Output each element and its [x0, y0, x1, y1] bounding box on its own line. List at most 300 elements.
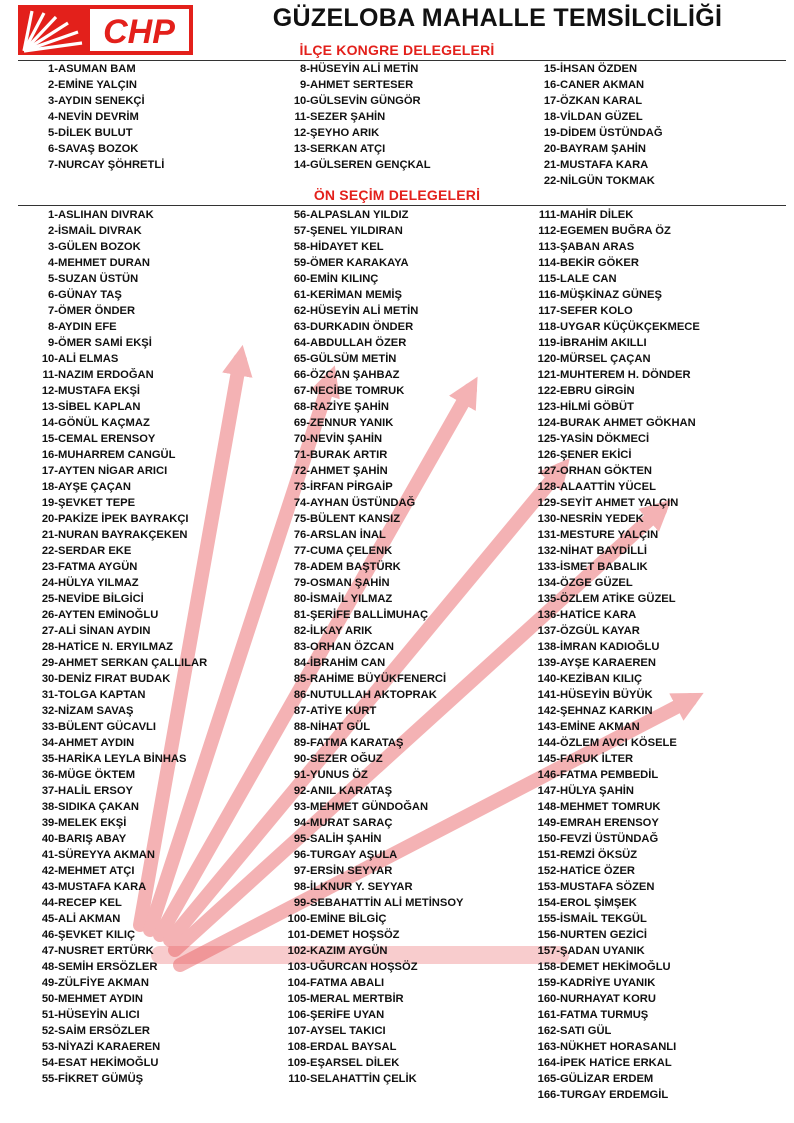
delegate-name: MÜRSEL ÇAÇAN [560, 353, 651, 365]
delegate-item [20, 671, 207, 687]
delegate-item [522, 911, 700, 927]
delegate-name: HATİCE ÖZER [560, 865, 635, 877]
delegate-number: 49- [41, 977, 58, 989]
delegate-name: NİLGÜN TOKMAK [560, 175, 655, 187]
delegate-number: 59- [293, 257, 310, 269]
delegate-name: MUSTAFA EKŞİ [58, 385, 141, 397]
delegate-item [20, 109, 164, 125]
delegate-name: MÜGE ÖKTEM [58, 769, 136, 781]
delegate-name: GÜLSEVİN GÜNGÖR [310, 95, 421, 107]
delegate-name: HÜSEYİN ALICI [58, 1009, 140, 1021]
delegate-number: 16- [41, 449, 58, 461]
delegate-number: 156- [537, 929, 560, 941]
delegate-item [522, 975, 700, 991]
delegate-name: YASİN DÖKMECİ [560, 433, 650, 445]
delegate-item [20, 93, 164, 109]
delegate-name: ŞABAN ARAS [560, 241, 635, 253]
delegate-number: 18- [41, 481, 58, 493]
delegate-item [272, 77, 431, 93]
delegate-item [20, 415, 207, 431]
delegate-number: 67- [293, 385, 310, 397]
delegate-item [20, 239, 207, 255]
delegate-item [20, 863, 207, 879]
delegate-item [272, 671, 464, 687]
delegate-name: SAVAŞ BOZOK [58, 143, 139, 155]
delegate-name: DİLEK BULUT [58, 127, 133, 139]
delegate-number: 132- [537, 545, 560, 557]
delegate-item [20, 895, 207, 911]
delegate-name: MEHMET DURAN [58, 257, 150, 269]
delegate-item [272, 575, 464, 591]
delegate-number: 113- [538, 241, 560, 253]
delegate-item [272, 157, 431, 173]
delegate-number: 44- [41, 897, 58, 909]
delegate-name: İBRAHİM CAN [310, 657, 386, 669]
delegate-item [272, 623, 464, 639]
delegate-name: BURAK ARTIR [310, 449, 388, 461]
delegate-name: HÜLYA YILMAZ [58, 577, 139, 589]
delegate-item [272, 141, 431, 157]
delegate-name: ŞENER EKİCİ [560, 449, 632, 461]
delegate-number: 19- [41, 497, 58, 509]
delegate-number: 146- [537, 769, 560, 781]
delegate-name: MESTURE YALÇIN [560, 529, 659, 541]
delegate-item [272, 383, 464, 399]
delegate-item [272, 125, 431, 141]
delegate-number: 12- [41, 385, 58, 397]
delegate-number: 92- [293, 785, 310, 797]
delegate-name: HÜSEYİN ALİ METİN [310, 63, 419, 75]
delegate-item [522, 255, 700, 271]
delegate-number: 155- [537, 913, 560, 925]
delegate-item [20, 77, 164, 93]
delegate-item [20, 927, 207, 943]
delegate-number: 65- [293, 353, 310, 365]
delegate-name: GÖNÜL KAÇMAZ [58, 417, 150, 429]
delegate-item [522, 639, 700, 655]
page-title: GÜZELOBA MAHALLE TEMSİLCİLİĞİ [272, 4, 723, 32]
delegate-number: 4- [48, 257, 58, 269]
delegate-number: 45- [41, 913, 58, 925]
delegate-number: 127- [537, 465, 560, 477]
delegate-number: 125- [537, 433, 560, 445]
delegate-number: 62- [293, 305, 310, 317]
delegate-item [522, 863, 700, 879]
delegate-item [522, 895, 700, 911]
delegate-item [20, 591, 207, 607]
delegate-name: AYDIN SENEKÇİ [58, 95, 145, 107]
delegate-number: 151- [537, 849, 560, 861]
delegate-name: GÜLİZAR ERDEM [560, 1073, 654, 1085]
delegate-number: 97- [293, 865, 310, 877]
delegate-number: 55- [41, 1073, 58, 1085]
delegate-number: 35- [41, 753, 58, 765]
delegate-number: 48- [41, 961, 58, 973]
delegate-number: 3- [48, 95, 58, 107]
delegate-item [272, 239, 464, 255]
delegate-name: NİHAT BAYDİLLİ [560, 545, 648, 557]
delegate-name: ŞERİFE UYAN [310, 1009, 385, 1021]
onsecim-column-3 [522, 207, 700, 1103]
delegate-number: 71- [293, 449, 310, 461]
delegate-number: 22- [41, 545, 58, 557]
logo-text: CHP [103, 13, 175, 51]
delegate-name: SEYİT AHMET YALÇIN [560, 497, 679, 509]
delegate-number: 160- [537, 993, 560, 1005]
delegate-item [522, 239, 700, 255]
delegate-name: ASUMAN BAM [58, 63, 136, 75]
delegate-name: TURGAY ERDEMGİL [560, 1089, 669, 1101]
delegate-item [20, 655, 207, 671]
delegate-name: BEKİR GÖKER [560, 257, 639, 269]
delegate-name: MUHTEREM H. DÖNDER [560, 369, 691, 381]
delegate-name: İMRAN KADIOĞLU [560, 641, 660, 653]
delegate-item [522, 207, 700, 223]
delegate-item [20, 255, 207, 271]
delegate-item [272, 335, 464, 351]
delegate-number: 19- [543, 127, 560, 139]
delegate-number: 162- [537, 1025, 560, 1037]
delegate-number: 165- [537, 1073, 560, 1085]
delegate-item [20, 141, 164, 157]
delegate-number: 7- [48, 159, 58, 171]
delegate-item [272, 831, 464, 847]
delegate-name: BÜLENT KANSIZ [310, 513, 401, 525]
delegate-number: 9- [300, 79, 310, 91]
delegate-item [522, 399, 700, 415]
delegate-item [522, 287, 700, 303]
delegate-number: 108- [287, 1041, 310, 1053]
delegate-number: 24- [41, 577, 58, 589]
delegate-item [522, 943, 700, 959]
delegate-number: 91- [293, 769, 310, 781]
delegate-number: 10- [293, 95, 310, 107]
delegate-number: 63- [293, 321, 310, 333]
delegate-name: TOLGA KAPTAN [58, 689, 146, 701]
delegate-item [522, 1007, 700, 1023]
delegate-number: 13- [41, 401, 58, 413]
delegate-number: 46- [41, 929, 58, 941]
delegate-name: SALİH ŞAHİN [310, 833, 382, 845]
delegate-name: FATMA TURMUŞ [560, 1009, 649, 1021]
kongre-column-2 [272, 61, 431, 173]
delegate-number: 54- [41, 1057, 58, 1069]
delegate-item [272, 847, 464, 863]
delegate-number: 60- [293, 273, 310, 285]
delegate-item [20, 687, 207, 703]
delegate-item [20, 575, 207, 591]
delegate-item [20, 703, 207, 719]
delegate-number: 14- [41, 417, 58, 429]
delegate-number: 1- [48, 63, 58, 75]
delegate-item [20, 783, 207, 799]
delegate-name: SİBEL KAPLAN [58, 401, 141, 413]
delegate-number: 70- [293, 433, 310, 445]
delegate-name: ÖZCAN ŞAHBAZ [310, 369, 400, 381]
delegate-item [20, 639, 207, 655]
delegate-name: ZÜLFİYE AKMAN [58, 977, 149, 989]
delegate-name: AYTEN EMİNOĞLU [58, 609, 159, 621]
delegate-name: AHMET SERKAN ÇALLILAR [58, 657, 208, 669]
delegate-name: NURTEN GEZİCİ [560, 929, 648, 941]
delegate-name: HÜSEYİN BÜYÜK [560, 689, 653, 701]
delegate-item [272, 367, 464, 383]
delegate-number: 13- [293, 143, 310, 155]
delegate-item [522, 495, 700, 511]
delegate-name: AHMET AYDIN [58, 737, 135, 749]
delegate-name: KERİMAN MEMİŞ [310, 289, 402, 301]
delegate-name: TURGAY AŞULA [310, 849, 398, 861]
delegate-item [272, 207, 464, 223]
delegate-number: 1- [48, 209, 58, 221]
delegate-item [20, 751, 207, 767]
delegate-name: MELEK EKŞİ [58, 817, 127, 829]
delegate-item [20, 959, 207, 975]
delegate-name: NEVİDE BİLGİCİ [58, 593, 144, 605]
delegate-name: NİZAM SAVAŞ [58, 705, 134, 717]
delegate-number: 78- [293, 561, 310, 573]
delegate-item [522, 61, 663, 77]
delegate-item [272, 93, 431, 109]
delegate-name: GÜLSÜM METİN [310, 353, 397, 365]
delegate-name: ZENNUR YANIK [310, 417, 394, 429]
delegate-name: HARİKA LEYLA BİNHAS [58, 753, 187, 765]
delegate-name: SATI GÜL [560, 1025, 612, 1037]
delegate-name: NURHAYAT KORU [560, 993, 656, 1005]
delegate-number: 14- [293, 159, 310, 171]
delegate-item [20, 157, 164, 173]
delegate-name: MEHMET GÜNDOĞAN [310, 801, 429, 813]
delegate-item [272, 415, 464, 431]
delegate-number: 68- [293, 401, 310, 413]
delegate-number: 8- [48, 321, 58, 333]
delegate-item [272, 303, 464, 319]
delegate-number: 105- [287, 993, 310, 1005]
delegate-item [522, 93, 663, 109]
delegate-number: 15- [543, 63, 560, 75]
delegate-number: 121- [537, 369, 560, 381]
delegate-item [20, 511, 207, 527]
delegate-item [522, 431, 700, 447]
delegate-number: 103- [287, 961, 310, 973]
delegate-number: 12- [293, 127, 310, 139]
delegate-number: 53- [41, 1041, 58, 1053]
delegate-name: AYŞE ÇAÇAN [58, 481, 131, 493]
delegate-name: İSMAİL YILMAZ [310, 593, 393, 605]
delegate-number: 111- [538, 209, 560, 221]
delegate-item [20, 383, 207, 399]
delegate-name: NEVİN ŞAHİN [310, 433, 383, 445]
delegate-item [522, 1023, 700, 1039]
delegate-name: SERDAR EKE [58, 545, 132, 557]
delegate-name: İLKAY ARIK [310, 625, 373, 637]
delegate-name: ŞEVKET KILIÇ [58, 929, 136, 941]
delegate-item [20, 543, 207, 559]
delegate-name: EROL ŞİMŞEK [560, 897, 637, 909]
delegate-item [522, 303, 700, 319]
delegate-item [272, 271, 464, 287]
delegate-item [522, 751, 700, 767]
delegate-name: SEMİH ERSÖZLER [58, 961, 158, 973]
delegate-item [272, 351, 464, 367]
delegate-name: MUHARREM CANGÜL [58, 449, 176, 461]
delegate-item [522, 157, 663, 173]
delegate-item [522, 847, 700, 863]
delegate-number: 80- [293, 593, 310, 605]
delegate-number: 32- [41, 705, 58, 717]
delegate-name: ŞEVKET TEPE [58, 497, 136, 509]
delegate-number: 96- [293, 849, 310, 861]
delegate-item [20, 287, 207, 303]
delegate-number: 3- [48, 241, 58, 253]
delegate-name: ÖZGE GÜZEL [560, 577, 633, 589]
delegate-item [522, 655, 700, 671]
delegate-number: 152- [537, 865, 560, 877]
delegate-item [272, 1055, 464, 1071]
delegate-name: ADEM BAŞTÜRK [310, 561, 401, 573]
delegate-item [272, 799, 464, 815]
delegate-number: 23- [41, 561, 58, 573]
delegate-item [522, 927, 700, 943]
delegate-number: 43- [41, 881, 58, 893]
delegate-item [272, 1039, 464, 1055]
delegate-name: SEZER ŞAHİN [310, 111, 386, 123]
delegate-item [272, 511, 464, 527]
delegate-number: 157- [537, 945, 560, 957]
delegate-number: 85- [293, 673, 310, 685]
delegate-number: 29- [41, 657, 58, 669]
delegate-number: 56- [293, 209, 310, 221]
delegate-item [272, 559, 464, 575]
delegate-name: KEZİBAN KILIÇ [560, 673, 643, 685]
delegate-name: AYHAN ÜSTÜNDAĞ [310, 497, 416, 509]
delegate-item [272, 735, 464, 751]
delegate-item [20, 1039, 207, 1055]
kongre-column-3 [522, 61, 663, 189]
delegate-name: EMİNE AKMAN [560, 721, 640, 733]
delegate-name: ERSİN SEYYAR [310, 865, 393, 877]
delegate-number: 114- [538, 257, 560, 269]
delegate-item [20, 399, 207, 415]
delegate-item [272, 319, 464, 335]
delegate-item [522, 735, 700, 751]
delegate-item [20, 335, 207, 351]
delegate-name: NİYAZİ KARAEREN [58, 1041, 161, 1053]
delegate-name: ALİ ELMAS [58, 353, 119, 365]
delegate-item [272, 751, 464, 767]
delegate-number: 95- [293, 833, 310, 845]
delegate-number: 102- [287, 945, 310, 957]
delegate-item [20, 623, 207, 639]
delegate-name: FATMA PEMBEDİL [560, 769, 659, 781]
delegate-name: SEFER KOLO [560, 305, 633, 317]
delegate-item [522, 607, 700, 623]
delegate-item [20, 943, 207, 959]
delegate-name: FARUK İLTER [560, 753, 634, 765]
delegate-name: HATİCE N. ERYILMAZ [58, 641, 173, 653]
delegate-name: ÖZLEM ATİKE GÜZEL [560, 593, 676, 605]
delegate-item [272, 815, 464, 831]
delegate-number: 149- [537, 817, 560, 829]
delegate-number: 6- [48, 289, 58, 301]
delegate-item [20, 991, 207, 1007]
delegate-number: 128- [537, 481, 560, 493]
delegate-number: 52- [41, 1025, 58, 1037]
delegate-name: ERDAL BAYSAL [310, 1041, 397, 1053]
delegate-item [272, 927, 464, 943]
delegate-number: 58- [293, 241, 310, 253]
delegate-number: 112- [538, 225, 560, 237]
delegate-name: ÖZGÜL KAYAR [560, 625, 640, 637]
delegate-name: NAZIM ERDOĞAN [58, 369, 154, 381]
delegate-name: EBRU GİRGİN [560, 385, 635, 397]
delegate-number: 163- [537, 1041, 560, 1053]
delegate-name: EMİNE YALÇIN [58, 79, 137, 91]
onsecim-column-2 [272, 207, 464, 1087]
delegate-number: 5- [48, 127, 58, 139]
delegate-number: 51- [41, 1009, 58, 1021]
delegate-name: CUMA ÇELENK [310, 545, 393, 557]
delegate-name: MEHMET AYDIN [58, 993, 143, 1005]
delegate-name: UYGAR KÜÇÜKÇEKMECE [560, 321, 700, 333]
delegate-item [20, 1055, 207, 1071]
delegate-name: OSMAN ŞAHİN [310, 577, 390, 589]
delegate-name: ŞADAN UYANIK [560, 945, 645, 957]
delegate-number: 107- [287, 1025, 310, 1037]
delegate-number: 159- [537, 977, 560, 989]
delegate-name: MEHMET ATÇI [58, 865, 135, 877]
delegate-item [272, 703, 464, 719]
delegate-name: EŞARSEL DİLEK [310, 1057, 400, 1069]
delegate-number: 139- [537, 657, 560, 669]
delegate-item [522, 559, 700, 575]
delegate-item [20, 61, 164, 77]
delegate-item [272, 399, 464, 415]
delegate-number: 61- [293, 289, 310, 301]
delegate-item [522, 77, 663, 93]
delegate-number: 17- [543, 95, 560, 107]
delegate-name: NESRİN YEDEK [560, 513, 644, 525]
delegate-name: İRFAN PİRGAİP [310, 481, 393, 493]
delegate-name: NÜKHET HORASANLI [560, 1041, 677, 1053]
delegate-item [272, 911, 464, 927]
delegate-number: 161- [537, 1009, 560, 1021]
delegate-name: ALİ SİNAN AYDIN [58, 625, 151, 637]
delegate-name: YUNUS ÖZ [310, 769, 368, 781]
delegate-item [522, 351, 700, 367]
delegate-number: 27- [41, 625, 58, 637]
delegate-name: İSMAİL TEKGÜL [560, 913, 647, 925]
delegate-number: 41- [41, 849, 58, 861]
delegate-name: SÜREYYA AKMAN [58, 849, 155, 861]
delegate-name: BAYRAM ŞAHİN [560, 143, 646, 155]
delegate-item [20, 607, 207, 623]
delegate-item [522, 671, 700, 687]
delegate-number: 131- [537, 529, 560, 541]
delegate-item [272, 1023, 464, 1039]
delegate-name: AYTEN NİGAR ARICI [58, 465, 168, 477]
delegate-number: 21- [543, 159, 560, 171]
delegate-item [522, 543, 700, 559]
delegate-name: EMRAH ERENSOY [560, 817, 659, 829]
delegate-number: 123- [537, 401, 560, 413]
delegate-name: ORHAN GÖKTEN [560, 465, 652, 477]
delegate-item [20, 975, 207, 991]
delegate-number: 50- [41, 993, 58, 1005]
delegate-number: 72- [293, 465, 310, 477]
delegate-number: 6- [48, 143, 58, 155]
delegate-item [522, 591, 700, 607]
